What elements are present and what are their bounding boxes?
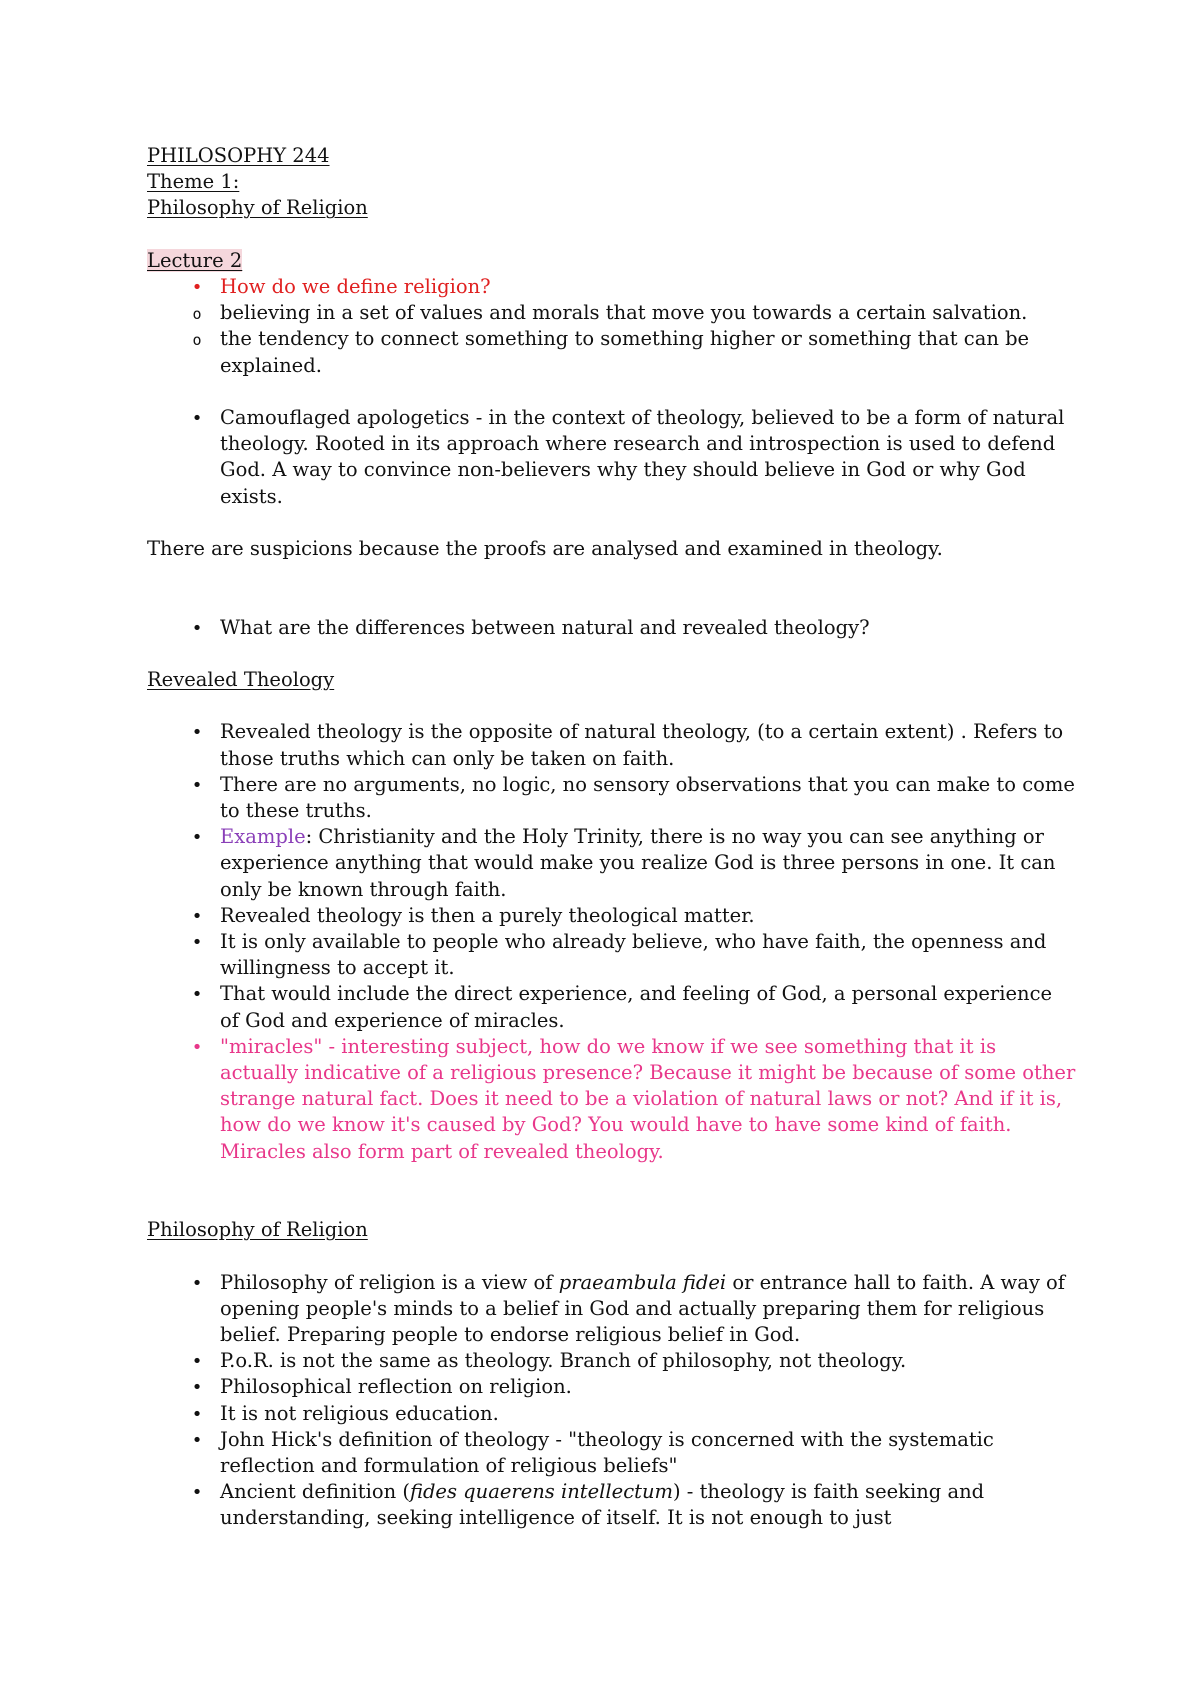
bullet-disc-icon bbox=[187, 824, 207, 851]
item-text: Ancient definition ( bbox=[220, 1480, 410, 1504]
item-text: It is only available to people who already believe, who have faith, the openness and willingness to accept it. bbox=[220, 930, 1047, 980]
spacer bbox=[147, 379, 1077, 405]
spacer bbox=[147, 1165, 1077, 1217]
apologetics-text: Camouflaged apologetics - in the context of theology, believed to be a form of natural theology. Rooted in its approach where research and introspection is used to defend God. A way to convince non-believers why they should believe in God or why God exists. bbox=[220, 406, 1065, 508]
differences-list bbox=[147, 615, 1077, 641]
bullet-disc-icon bbox=[187, 615, 207, 642]
revealed-heading: Revealed Theology bbox=[147, 667, 335, 691]
subject-title: Philosophy of Religion bbox=[147, 196, 368, 220]
lecture-heading bbox=[147, 248, 1077, 274]
list-item bbox=[147, 929, 1077, 981]
miracles-text: "miracles" - interesting subject, how do we know if we see something that it is actually indicative of a religious presence? Because it might be because of some other strange natural fact. Does it need to be a violation of natural laws or not? And if it is, how do we know it's caused by God? You would have to have some kind of faith. Miracles also form part of revealed theology. bbox=[220, 1034, 1076, 1163]
question-text: How do we define religion? bbox=[220, 275, 491, 298]
item-text: That would include the direct experience, and feeling of God, a personal experience of God and experience of miracles. bbox=[220, 982, 1053, 1032]
definition-list bbox=[147, 274, 1077, 379]
list-item bbox=[147, 1401, 1077, 1427]
bullet-circle-icon bbox=[187, 326, 207, 353]
answer-text: believing in a set of values and morals that move you towards a certain salvation. bbox=[220, 301, 1028, 325]
answer-text: the tendency to connect something to something higher or something that can be explained. bbox=[220, 327, 1030, 377]
list-item bbox=[147, 903, 1077, 929]
bullet-disc-icon bbox=[187, 1034, 207, 1061]
bullet-disc-icon bbox=[187, 1270, 207, 1297]
list-item bbox=[147, 300, 1077, 326]
item-text: ) - theology is faith seeking and understanding, seeking intelligence of itself. It is not enough to just bbox=[220, 1480, 985, 1530]
latin-term: fides quaerens intellectum bbox=[409, 1480, 673, 1504]
bullet-disc-icon bbox=[187, 405, 207, 432]
apologetics-list bbox=[147, 405, 1077, 510]
bullet-disc-icon bbox=[187, 903, 207, 930]
bullet-disc-icon bbox=[187, 772, 207, 799]
list-item bbox=[147, 1374, 1077, 1400]
list-item bbox=[147, 772, 1077, 824]
spacer bbox=[147, 693, 1077, 719]
differences-text: What are the differences between natural and revealed theology? bbox=[220, 615, 870, 639]
bullet-disc-icon bbox=[187, 1401, 207, 1428]
spacer bbox=[147, 562, 1077, 614]
example-text: : Christianity and the Holy Trinity, there is no way you can see anything or experience anything that would make you realize God is three persons in one. It can only be known through faith. bbox=[220, 825, 1056, 901]
list-item bbox=[147, 326, 1077, 378]
list-item bbox=[147, 719, 1077, 771]
lecture-label: Lecture 2 bbox=[147, 248, 243, 272]
example-label: Example bbox=[220, 825, 306, 849]
theme-label: Theme 1: bbox=[147, 170, 240, 194]
suspicions-paragraph: There are suspicions because the proofs are analysed and examined in theology. bbox=[147, 537, 943, 560]
item-text: John Hick's definition of theology - "theology is concerned with the systematic reflection and formulation of religious beliefs" bbox=[220, 1427, 994, 1478]
item-text: There are no arguments, no logic, no sensory observations that you can make to come to these truths. bbox=[220, 772, 1075, 822]
item-text: Philosophical reflection on religion. bbox=[220, 1375, 572, 1399]
list-item bbox=[147, 1034, 1077, 1165]
spacer bbox=[147, 222, 1077, 248]
bullet-disc-icon bbox=[187, 929, 207, 956]
list-item bbox=[147, 274, 1077, 300]
bullet-disc-icon bbox=[187, 719, 207, 746]
list-item bbox=[147, 1427, 1077, 1479]
bullet-disc-icon bbox=[187, 1427, 207, 1454]
spacer bbox=[147, 1243, 1077, 1269]
bullet-disc-icon bbox=[187, 981, 207, 1008]
spacer bbox=[147, 641, 1077, 667]
spacer bbox=[147, 510, 1077, 536]
item-text: or entrance hall to faith. A way of opening people's minds to a belief in God and actually preparing them for religious belief. Preparing people to endorse religious belief in God. bbox=[220, 1270, 1066, 1347]
item-text: Philosophy of religion is a view of bbox=[220, 1270, 559, 1294]
item-text: It is not religious education. bbox=[220, 1401, 499, 1425]
item-text: Revealed theology is the opposite of natural theology, (to a certain extent) . Refers to those truths which can only be taken on faith. bbox=[220, 720, 1064, 770]
item-text: Revealed theology is then a purely theological matter. bbox=[220, 903, 755, 927]
list-item bbox=[147, 1348, 1077, 1374]
por-heading: Philosophy of Religion bbox=[147, 1218, 368, 1242]
latin-term: praeambula fidei bbox=[558, 1270, 727, 1294]
por-list bbox=[147, 1270, 1077, 1532]
bullet-disc-icon bbox=[187, 1374, 207, 1401]
bullet-disc-icon bbox=[187, 274, 207, 301]
list-item bbox=[147, 981, 1077, 1033]
item-text: P.o.R. is not the same as theology. Branch of philosophy, not theology. bbox=[220, 1349, 907, 1373]
list-item bbox=[147, 1270, 1077, 1349]
list-item bbox=[147, 615, 1077, 641]
course-title: PHILOSOPHY 244 bbox=[147, 144, 330, 167]
bullet-disc-icon bbox=[187, 1479, 207, 1506]
bullet-circle-icon bbox=[187, 300, 207, 327]
bullet-disc-icon bbox=[187, 1348, 207, 1375]
revealed-list bbox=[147, 719, 1077, 1164]
document-page bbox=[147, 143, 1077, 1532]
list-item bbox=[147, 1479, 1077, 1531]
list-item bbox=[147, 405, 1077, 510]
list-item bbox=[147, 824, 1077, 903]
